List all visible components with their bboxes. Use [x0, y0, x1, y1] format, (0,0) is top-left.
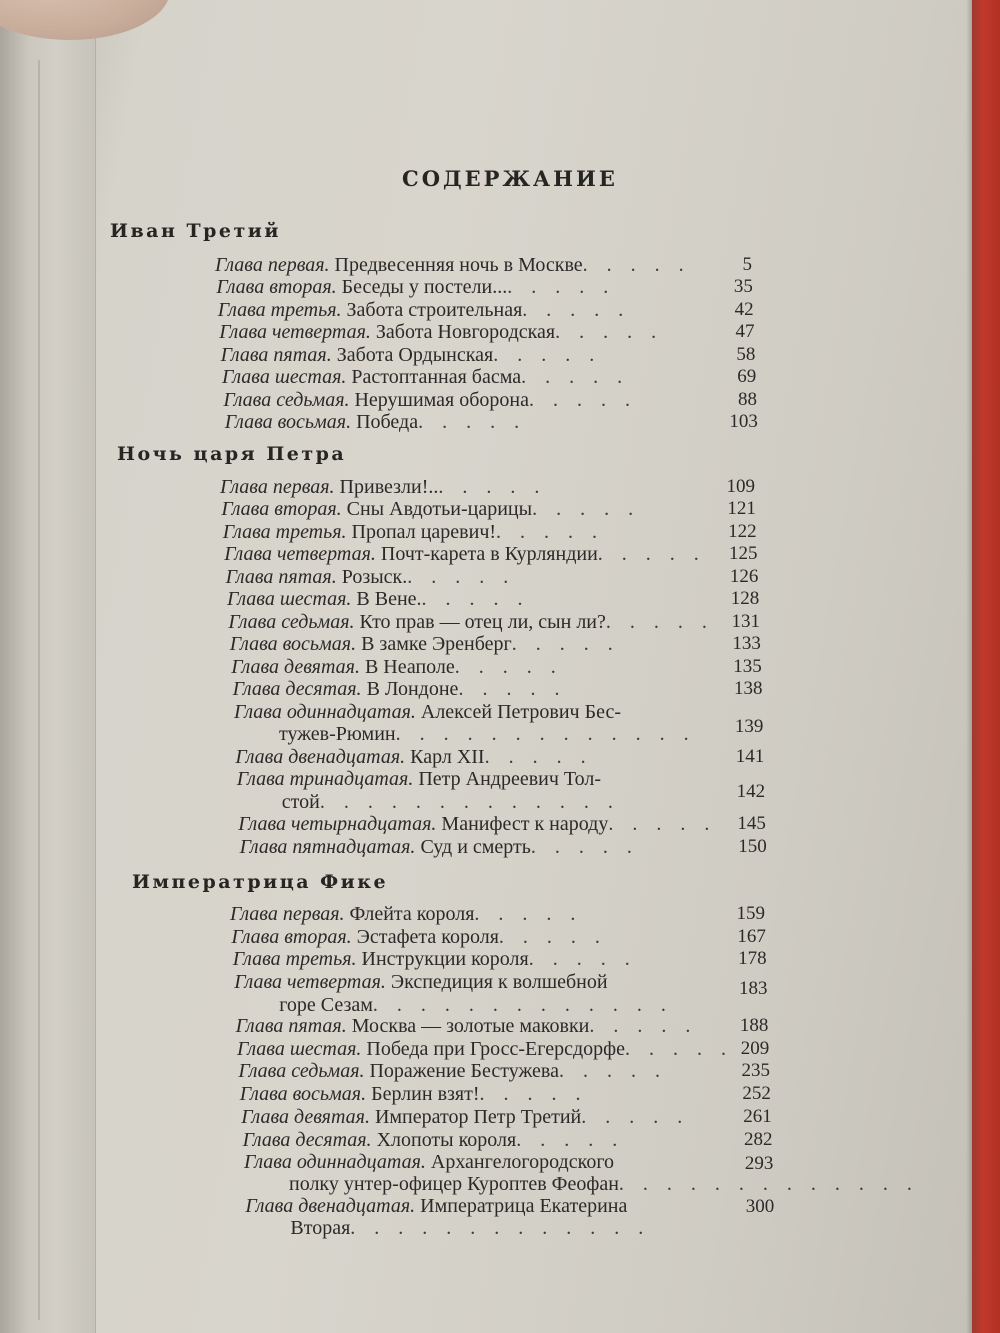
chapter-number: Глава пятая.: [225, 566, 337, 588]
chapter-title: Архангелогородского: [430, 1151, 615, 1173]
toc-entry: [228, 611, 714, 633]
spine-crease: [38, 60, 40, 1320]
dot-leader: . . . . .: [529, 389, 637, 411]
dot-leader: . . . . .: [454, 656, 563, 678]
dot-leader: . . . . .: [458, 678, 567, 700]
dot-leader: . . . . .: [438, 476, 547, 498]
chapter-number: Глава седьмая.: [238, 1060, 365, 1082]
dot-leader: . . . . .: [496, 521, 605, 543]
page-number: 5: [742, 254, 752, 275]
chapter-title: Сны Авдотьи-царицы: [346, 498, 533, 520]
chapter-title: Москва — золотые маковки: [351, 1015, 590, 1037]
page-number: 135: [733, 656, 762, 677]
cover-shadow: [966, 0, 972, 1333]
dot-leader: . . . . .: [484, 746, 593, 768]
chapter-number: Глава вторая.: [231, 926, 352, 948]
chapter-title: Забота Ордынская: [336, 344, 494, 366]
toc-entry: [233, 948, 637, 970]
dot-leader: . . . . . . . . . . . . .: [618, 1173, 919, 1195]
chapter-number: Глава пятая.: [220, 344, 332, 366]
toc-entry: [231, 926, 607, 948]
toc-entry: [245, 1195, 627, 1217]
toc-entry: [221, 344, 602, 366]
page-number: 125: [729, 543, 758, 564]
page-number: 42: [734, 299, 754, 320]
chapter-number: Глава третья.: [232, 948, 357, 970]
chapter-number: Глава третья.: [222, 521, 347, 543]
chapter-number: Глава первая.: [215, 254, 330, 276]
toc-entry: [230, 633, 620, 655]
toc-entry: [243, 1129, 625, 1151]
chapter-number: Глава четвертая.: [224, 543, 376, 565]
dot-leader: . . . . . . . . . . . . .: [372, 994, 673, 1016]
page-number: 293: [744, 1153, 774, 1174]
chapter-number: Глава пятая.: [235, 1015, 347, 1037]
page-number: 88: [738, 389, 758, 410]
toc-entry-continuation: [279, 994, 673, 1016]
page-number: 150: [738, 836, 767, 857]
chapter-title: Карл XII: [410, 746, 485, 768]
chapter-title: В Вене.: [356, 588, 422, 610]
chapter-title: Берлин взят!: [371, 1083, 480, 1105]
dot-leader: . . . . . . . . . . . . .: [319, 791, 620, 813]
chapter-number: Глава восьмая.: [239, 1083, 367, 1105]
toc-entry-continuation: [289, 1173, 919, 1195]
page-number: 139: [734, 716, 764, 737]
chapter-title: Привезли!..: [339, 476, 439, 498]
page-number: 128: [730, 588, 760, 609]
page-number: 300: [745, 1196, 775, 1217]
toc-entry: [235, 746, 592, 768]
dot-leader: . . . . .: [528, 948, 637, 970]
page-number: 58: [736, 344, 756, 365]
page-number: 126: [729, 566, 759, 587]
toc-entry-continuation: [282, 791, 620, 813]
chapter-number: Глава десятая.: [242, 1129, 372, 1151]
chapter-title: В замке Эренберг: [361, 633, 512, 655]
chapter-number: Глава первая.: [230, 903, 345, 925]
dot-leader: . . . . .: [407, 566, 516, 588]
toc-entry: [234, 971, 607, 993]
dot-leader: . . . . .: [558, 1060, 667, 1082]
chapter-title: Победа при Гросс-Егерсдорфе: [366, 1038, 625, 1060]
toc-entry: [231, 656, 563, 678]
chapter-number: Глава пятнадцатая.: [239, 836, 416, 858]
chapter-title: В Неаполе: [364, 656, 455, 678]
toc-entry: [237, 1038, 733, 1060]
dot-leader: . . . . . . . . . . . . .: [350, 1217, 651, 1239]
section-heading: Иван Третий: [110, 220, 281, 242]
dot-leader: . . . . .: [532, 498, 641, 520]
chapter-title-continued: стой: [281, 791, 320, 813]
dot-leader: . . . . .: [530, 836, 639, 858]
page-number: 188: [739, 1015, 769, 1036]
chapter-title: Манифест к народу: [441, 813, 609, 835]
chapter-number: Глава третья.: [217, 299, 342, 321]
page-number: 282: [744, 1129, 773, 1150]
page-number: 183: [739, 978, 768, 999]
section-heading: Ночь царя Петра: [117, 443, 347, 465]
page-number: 121: [727, 498, 756, 519]
dot-leader: . . . . .: [624, 1038, 733, 1060]
chapter-title: Императрица Екатерина: [420, 1195, 628, 1217]
finger: [0, 0, 170, 40]
page-number: 138: [734, 678, 763, 699]
chapter-title: Кто прав — отец ли, сын ли?: [359, 611, 606, 633]
chapter-number: Глава четырнадцатая.: [238, 813, 437, 835]
dot-leader: . . . . .: [582, 254, 691, 276]
chapter-number: Глава седьмая.: [223, 389, 350, 411]
chapter-number: Глава девятая.: [231, 656, 360, 678]
dot-leader: . . . . .: [522, 299, 631, 321]
chapter-title-continued: Вторая: [290, 1217, 351, 1239]
chapter-title: В Лондоне: [366, 678, 459, 700]
page-number: 35: [733, 276, 753, 297]
toc-entry: [223, 521, 604, 543]
page-title: СОДЕРЖАНИЕ: [402, 166, 618, 191]
chapter-number: Глава одиннадцатая.: [244, 1151, 426, 1173]
toc-entry: [230, 903, 582, 925]
toc-entry: [237, 768, 601, 790]
dot-leader: . . . . .: [479, 1083, 588, 1105]
dot-leader: . . . . .: [605, 611, 714, 633]
chapter-title: Нерушимая оборона: [354, 389, 529, 411]
chapter-title: Поражение Бестужева: [369, 1060, 559, 1082]
page-number: 142: [736, 781, 766, 802]
chapter-number: Глава восьмая.: [229, 633, 357, 655]
dot-leader: . . . . .: [608, 813, 717, 835]
chapter-number: Глава седьмая.: [228, 611, 355, 633]
chapter-title: Эстафета короля: [356, 926, 499, 948]
page-number: 103: [729, 411, 758, 432]
chapter-number: Глава десятая.: [232, 678, 362, 700]
chapter-title: Розыск.: [341, 566, 408, 588]
chapter-number: Глава одиннадцатая.: [234, 701, 416, 723]
chapter-title-continued: полку унтер-офицер Куроптев Феофан: [289, 1173, 619, 1195]
toc-entry: [222, 366, 629, 388]
toc-entry: [226, 566, 516, 588]
chapter-title: Алексей Петрович Бес-: [420, 701, 622, 723]
toc-entry: [238, 1060, 667, 1082]
chapter-title: Почт-карета в Курляндии: [380, 543, 598, 565]
page-number: 122: [728, 521, 757, 542]
page-number: 252: [742, 1083, 771, 1104]
toc-entry-continuation: [290, 1217, 650, 1239]
dot-leader: . . . . .: [474, 903, 583, 925]
chapter-title: Хлопоты короля: [376, 1129, 517, 1151]
chapter-title-continued: горе Сезам: [279, 994, 373, 1016]
toc-entry: [218, 299, 630, 321]
toc-entry: [236, 1015, 698, 1037]
chapter-title: Растоптанная басма: [351, 366, 522, 388]
dot-leader: . . . . .: [498, 926, 607, 948]
page-number: 167: [737, 926, 766, 947]
chapter-number: Глава первая.: [220, 476, 335, 498]
chapter-title: Флейта короля: [349, 903, 475, 925]
chapter-title: Предвесенняя ночь в Москве: [334, 254, 583, 276]
toc-entry: [224, 543, 706, 565]
chapter-number: Глава тринадцатая.: [236, 768, 414, 790]
toc-entry: [221, 498, 640, 520]
toc-entry: [244, 1151, 614, 1173]
toc-entry: [238, 813, 717, 835]
dot-leader: . . . . .: [418, 411, 527, 433]
chapter-title-continued: тужев-Рюмин: [279, 723, 396, 745]
chapter-number: Глава вторая.: [221, 498, 342, 520]
book-spine: [0, 0, 96, 1333]
toc-entry: [233, 678, 567, 700]
page-number: 141: [735, 746, 765, 767]
chapter-number: Глава девятая.: [241, 1106, 370, 1128]
toc-entry: [234, 701, 621, 723]
toc-entry: [225, 411, 526, 433]
toc-entry: [220, 476, 546, 498]
dot-leader: . . . . .: [589, 1015, 698, 1037]
toc-entry-continuation: [279, 723, 696, 745]
page-number: 178: [738, 948, 767, 969]
page-number: 145: [737, 813, 766, 834]
red-cover-edge: [972, 0, 1000, 1333]
section-heading: Императрица Фике: [132, 871, 389, 893]
page-number: 261: [743, 1106, 772, 1127]
dot-leader: . . . . .: [511, 633, 620, 655]
dot-leader: . . . . .: [493, 344, 602, 366]
dot-leader: . . . . .: [421, 588, 530, 610]
chapter-title: Экспедиция к волшебной: [390, 971, 608, 993]
page-number: 47: [735, 321, 755, 342]
chapter-number: Глава четвертая.: [234, 971, 386, 993]
chapter-title: Забота Новгородская: [375, 321, 556, 343]
chapter-title: Победа: [356, 411, 419, 433]
toc-entry: [241, 1106, 689, 1128]
dot-leader: . . . . .: [555, 321, 664, 343]
dot-leader: . . . . . . . . . . . . .: [395, 723, 696, 745]
page-number: 209: [740, 1038, 770, 1059]
chapter-number: Глава двенадцатая.: [235, 746, 406, 768]
dot-leader: . . . . .: [597, 543, 706, 565]
dot-leader: . . . . .: [516, 1129, 625, 1151]
chapter-number: Глава двенадцатая.: [245, 1195, 416, 1217]
chapter-number: Глава шестая.: [222, 366, 347, 388]
toc-entry: [227, 588, 530, 610]
dot-leader: . . . . .: [507, 276, 616, 298]
page-number: 235: [741, 1060, 771, 1081]
chapter-title: Император Петр Третий: [374, 1106, 582, 1128]
chapter-number: Глава шестая.: [237, 1038, 362, 1060]
page-number: 69: [737, 366, 757, 387]
toc-entry: [216, 276, 615, 298]
page-number: 109: [726, 476, 755, 497]
toc-entry: [240, 1083, 588, 1105]
dot-leader: . . . . .: [521, 366, 630, 388]
toc-entry: [223, 389, 637, 411]
chapter-number: Глава восьмая.: [224, 411, 352, 433]
toc-entry: [219, 321, 663, 343]
chapter-title: Пропал царевич!: [351, 521, 497, 543]
page-number: 131: [731, 611, 761, 632]
toc-entry: [240, 836, 639, 858]
chapter-title: Петр Андреевич Тол-: [418, 768, 602, 790]
chapter-number: Глава четвертая.: [219, 321, 371, 343]
chapter-title: Инструкции короля: [361, 948, 529, 970]
chapter-title: Забота строительная: [346, 299, 523, 321]
chapter-title: Суд и смерть: [420, 836, 531, 858]
page-number: 159: [736, 903, 765, 924]
chapter-number: Глава вторая.: [216, 276, 337, 298]
chapter-title: Беседы у постели...: [341, 276, 508, 298]
chapter-number: Глава шестая.: [227, 588, 352, 610]
page-number: 133: [732, 633, 761, 654]
dot-leader: . . . . .: [581, 1106, 690, 1128]
toc-entry: [215, 254, 691, 276]
